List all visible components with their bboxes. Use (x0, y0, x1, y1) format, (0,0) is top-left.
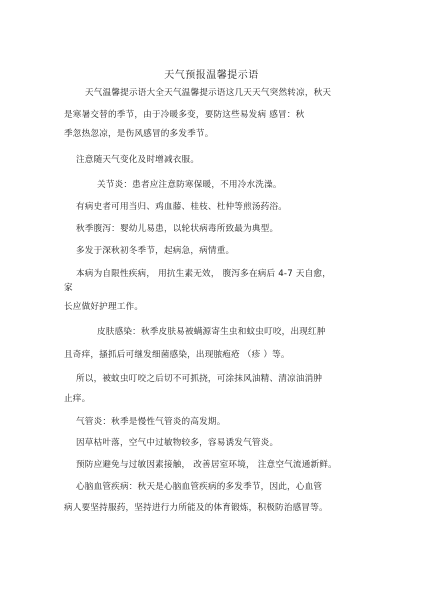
paragraph-line: 止痒。 (64, 394, 91, 404)
paragraph-line: 是寒暑交替的季节，由于冷暖多变，要防这些易发病 感冒：秋 (64, 110, 305, 120)
paragraph-line: 预防应避免与过敏因素接触， 改善居室环境， 注意空气流通新鲜。 (76, 460, 337, 470)
paragraph-line: 多发于深秋初冬季节，起病急，病情重。 (76, 246, 235, 256)
paragraph-line: 季忽热忽凉，是伤风感冒的多发季节。 (64, 129, 214, 139)
document-title: 天气预报温馨提示语 (164, 70, 259, 81)
paragraph-line: 长应做好护理工作。 (64, 302, 144, 312)
paragraph-line: 秋季腹泻：婴幼儿易患，以轮状病毒所致最为典型。 (76, 224, 279, 234)
paragraph-line: 皮肤感染：秋季皮肤易被螨源寄生虫和蚊虫叮咬，出现红肿 (97, 327, 326, 337)
paragraph-line: 家 (64, 283, 73, 293)
paragraph-line: 天气温馨提示语大全天气温馨提示语这几天天气突然转凉，秋天 (85, 88, 332, 98)
paragraph-line: 心脑血管疾病：秋天是心脑血管疾病的多发季节，因此，心血管 (76, 482, 323, 492)
paragraph-line: 注意随天气变化及时增减衣服。 (76, 155, 200, 165)
paragraph-line: 有病史者可用当归、鸡血藤、桂枝、杜仲等煎汤药浴。 (76, 202, 288, 212)
paragraph-line: 本病为自限性疾病， 用抗生素无效， 腹泻多在病后 4-7 天自愈， (76, 269, 332, 279)
paragraph-line: 且奇痒，搔抓后可继发细菌感染，出现脓疱疮 （疹 ）等。 (64, 350, 290, 360)
paragraph-line: 所以，被蚊虫叮咬之后切不可抓挠，可涂抹风油精、清凉油消肿 (76, 374, 323, 384)
paragraph-line: 关节炎：患者应注意防寒保暖，不用冷水洗澡。 (97, 180, 282, 190)
paragraph-line: 病人要坚持服药，坚持进行力所能及的体育锻炼，积极防治感冒等。 (64, 503, 328, 513)
paragraph-line: 气管炎：秋季是慢性气管炎的高发期。 (76, 417, 226, 427)
paragraph-line: 因草枯叶落，空气中过敏物较多，容易诱发气管炎。 (76, 438, 279, 448)
